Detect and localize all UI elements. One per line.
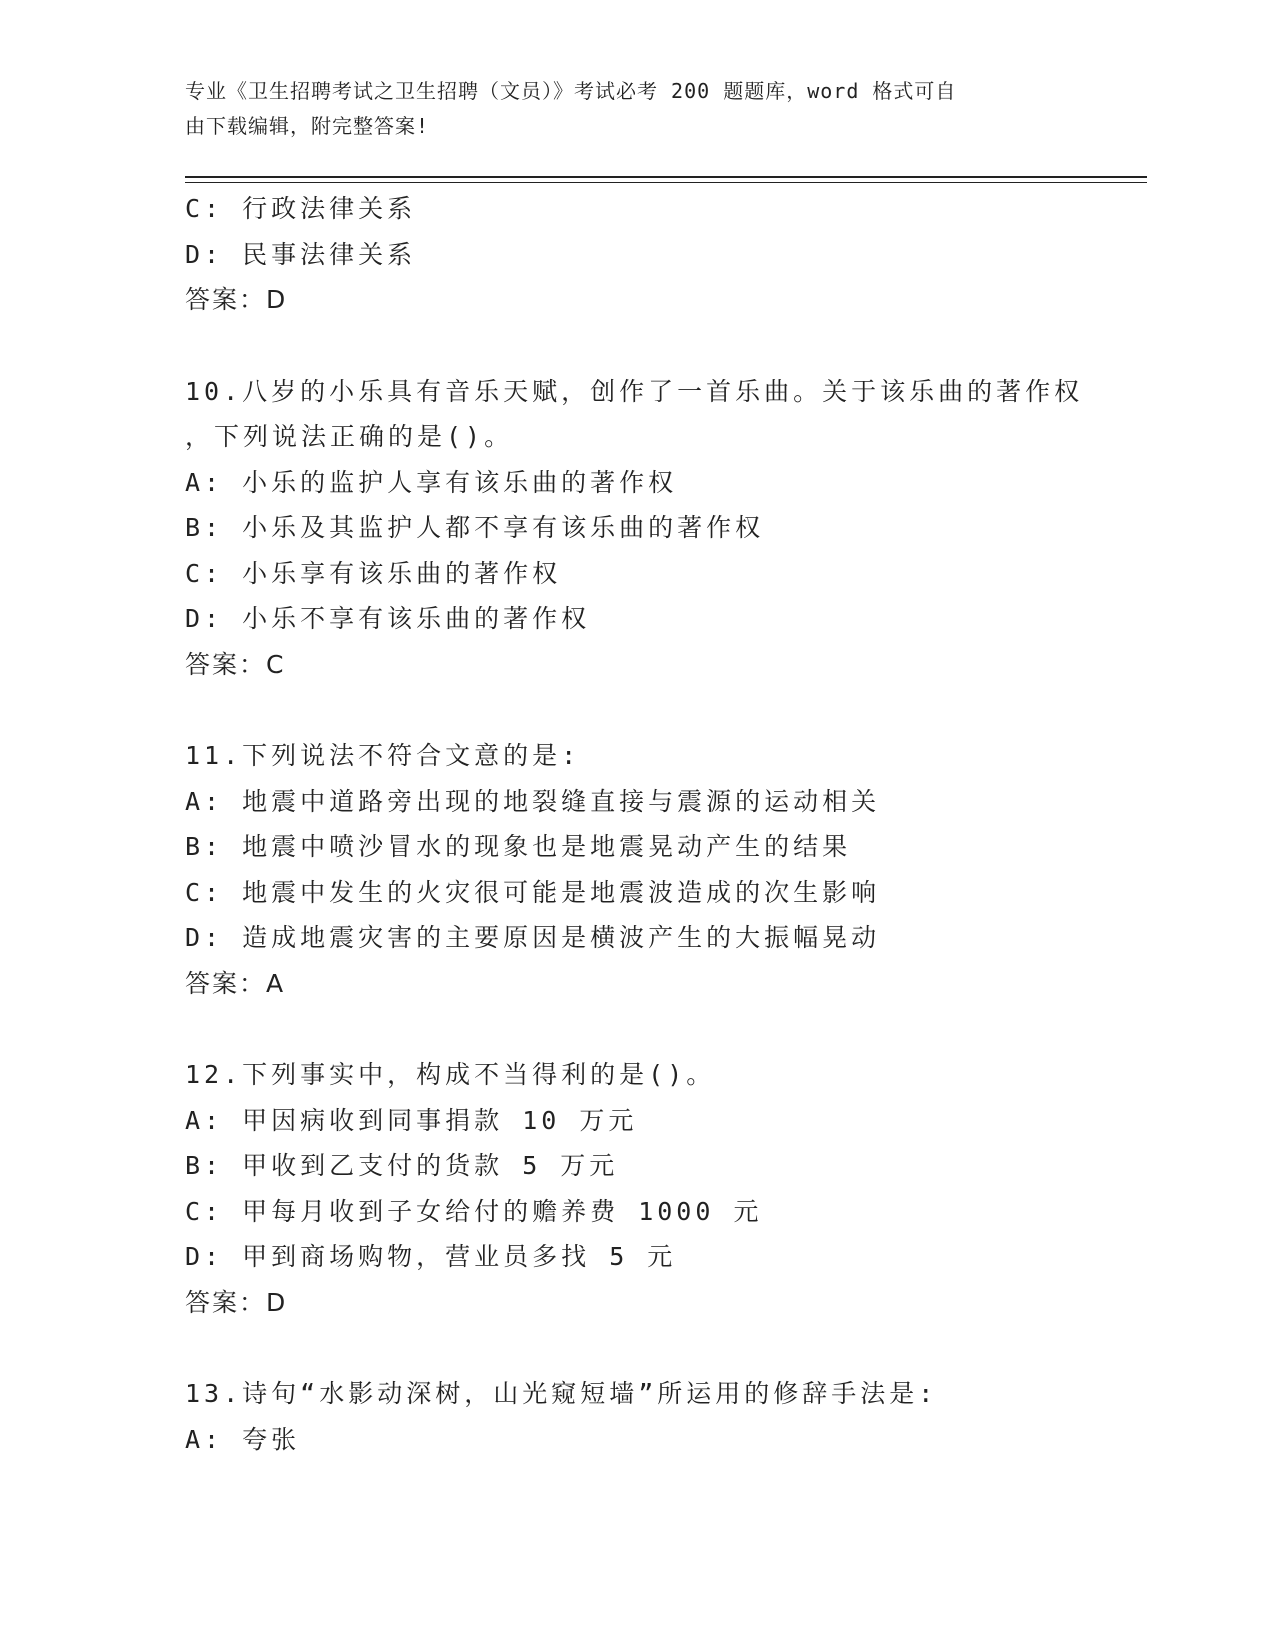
option-line: C: 小乐享有该乐曲的著作权: [185, 558, 562, 588]
option-line: A: 夸张: [185, 1424, 301, 1454]
spacer: [185, 687, 1185, 733]
answer-line: 答案：A: [185, 968, 286, 998]
question-block: [185, 1052, 1185, 1325]
spacer: [185, 1006, 1185, 1052]
header-title-line-1: 专业《卫生招聘考试之卫生招聘（文员）》考试必考 200 题题库，word 格式可自: [185, 79, 957, 103]
spacer: [185, 1325, 1185, 1371]
question-block: [185, 733, 1185, 1006]
option-line: C: 行政法律关系: [185, 194, 417, 223]
question-stem: 10.八岁的小乐具有音乐天赋，创作了一首乐曲。关于该乐曲的著作权: [185, 376, 1084, 406]
option-line: C: 甲每月收到子女给付的赡养费 1000 元: [185, 1196, 763, 1226]
option-line: D: 小乐不享有该乐曲的著作权: [185, 604, 591, 633]
question-list: [185, 186, 1185, 1462]
option-line: D: 甲到商场购物，营业员多找 5 元: [185, 1242, 677, 1271]
header-divider: [185, 176, 1147, 183]
option-line: B: 地震中喷沙冒水的现象也是地震晃动产生的结果: [185, 832, 852, 861]
question-block: [185, 186, 1185, 323]
option-line: A: 甲因病收到同事捐款 10 万元: [185, 1105, 638, 1135]
option-line: D: 造成地震灾害的主要原因是横波产生的大振幅晃动: [185, 923, 881, 952]
question-block: [185, 369, 1185, 688]
question-stem-continued: ，下列说法正确的是()。: [185, 422, 514, 451]
option-line: D: 民事法律关系: [185, 239, 417, 269]
answer-line: 答案：D: [185, 1287, 288, 1317]
document-header: [185, 74, 1085, 144]
answer-line: 答案：D: [185, 285, 288, 314]
option-line: B: 小乐及其监护人都不享有该乐曲的著作权: [185, 513, 765, 542]
question-block: [185, 1371, 1185, 1462]
answer-line: 答案：C: [185, 649, 286, 679]
option-line: B: 甲收到乙支付的货款 5 万元: [185, 1151, 619, 1180]
question-stem: 12.下列事实中，构成不当得利的是()。: [185, 1060, 716, 1089]
spacer: [185, 323, 1185, 369]
question-stem: 11.下列说法不符合文意的是:: [185, 741, 581, 770]
option-line: A: 小乐的监护人享有该乐曲的著作权: [185, 467, 678, 497]
option-line: A: 地震中道路旁出现的地裂缝直接与震源的运动相关: [185, 786, 881, 816]
header-title-line-2: 由下载编辑，附完整答案!: [185, 114, 430, 138]
question-stem: 13.诗句“水影动深树，山光窥短墙”所运用的修辞手法是:: [185, 1379, 938, 1408]
option-line: C: 地震中发生的火灾很可能是地震波造成的次生影响: [185, 877, 881, 907]
